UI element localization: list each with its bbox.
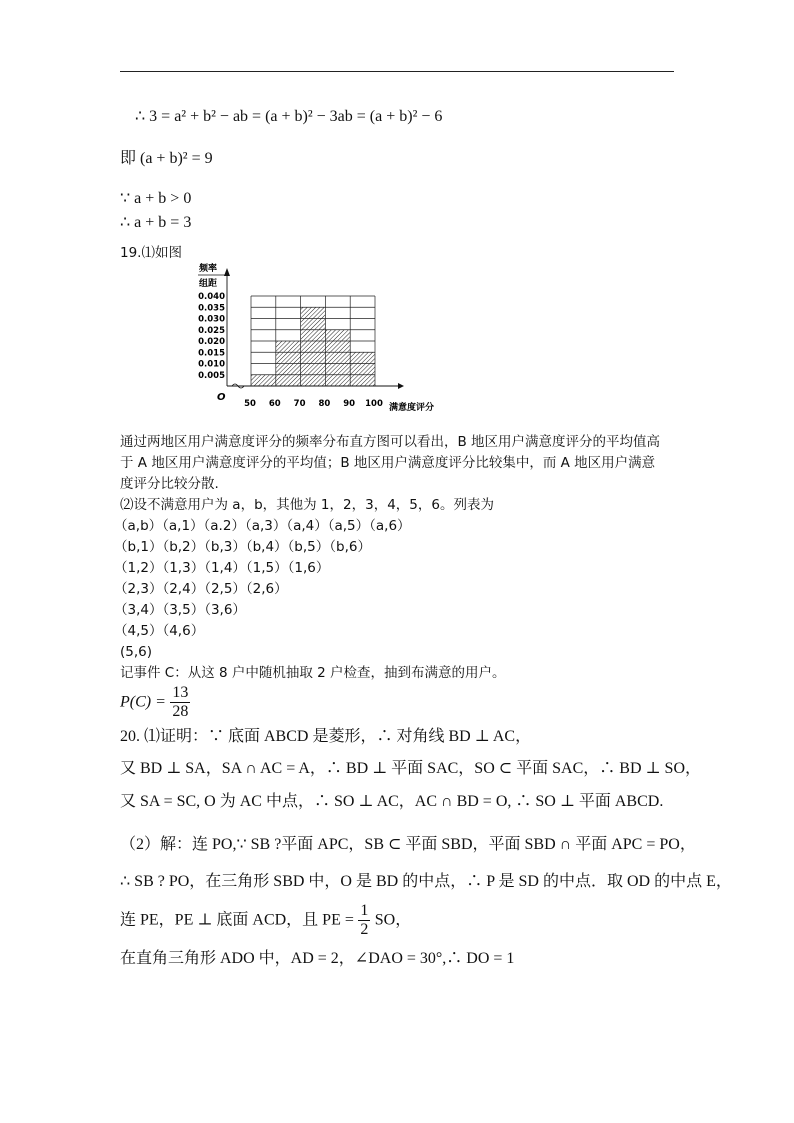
probability-denominator: 28 xyxy=(172,703,189,720)
frequency-histogram xyxy=(195,258,455,416)
outcome-row-3: （1,2）（1,3）（1,4）（1,5）（1,6） xyxy=(114,560,330,576)
outcome-row-5: （3,4）（3,5）（3,6） xyxy=(114,602,246,618)
x-tick-label-2: 70 xyxy=(293,399,306,409)
paragraph-2: ⑵设不满意用户为 a，b，其他为 1，2，3，4，5，6。列表为 xyxy=(120,497,494,513)
y-tick-label-7: 0.040 xyxy=(198,292,225,302)
probability-fraction xyxy=(170,684,190,721)
probability-formula xyxy=(120,684,190,721)
x-axis-arrow xyxy=(398,383,404,389)
y-tick-label-6: 0.035 xyxy=(198,303,225,314)
q20-line-2: 又 BD ⊥ SA，SA ∩ AC = A，∴ BD ⊥ 平面 SAC，SO ⊂ 平面 SAC，∴ BD ⊥ SO， xyxy=(120,760,702,777)
half-fraction xyxy=(358,902,370,939)
outcome-row-1: （a,b）（a,1）（a.2）（a,3）（a,4）（a,5）（a,6） xyxy=(114,518,411,534)
x-tick-label-4: 90 xyxy=(343,399,356,409)
equation-line-3: ∵ a + b > 0 xyxy=(120,190,192,207)
q20-line-5: ∴ SB ? PO，在三角形 SBD 中，O 是 BD 的中点，∴ P 是 SD 的中点．取 OD 的中点 E， xyxy=(120,873,732,890)
y-axis-label-top: 频率 xyxy=(199,264,218,274)
half-denominator: 2 xyxy=(360,921,369,938)
outcome-row-4: （2,3）（2,4）（2,5）（2,6） xyxy=(114,581,288,597)
header-rule xyxy=(120,71,674,72)
y-tick-label-3: 0.020 xyxy=(198,337,225,347)
q20-line-1: 20. ⑴证明：∵ 底面 ABCD 是菱形，∴ 对角线 BD ⊥ AC， xyxy=(120,728,532,745)
x-tick-label-3: 80 xyxy=(318,399,331,409)
x-axis-label: 满意度评分 xyxy=(389,403,435,413)
paragraph-1-line-1: 通过两地区用户满意度评分的频率分布直方图可以看出，B 地区用户满意度评分的平均值高 xyxy=(120,434,661,450)
question-19-label: 19.⑴如图 xyxy=(120,245,182,261)
histogram-bar-60-70 xyxy=(276,341,301,386)
x-tick-label-1: 60 xyxy=(268,399,281,409)
equation-line-4: ∴ a + b = 3 xyxy=(120,214,192,231)
x-tick-label-5: 100 xyxy=(365,399,383,409)
histogram-bar-80-90 xyxy=(325,330,350,386)
y-tick-label-5: 0.030 xyxy=(198,314,225,325)
histogram-bar-50-60 xyxy=(251,375,276,386)
q20-line-7: 在直角三角形 ADO 中，AD = 2，∠DAO = 30°,∴ DO = 1 xyxy=(120,950,515,967)
paragraph-1-line-2: 于 A 地区用户满意度评分的平均值；B 地区用户满意度评分比较集中，而 A 地区用户满意 xyxy=(120,455,656,471)
q20-line-6 xyxy=(120,902,411,939)
y-tick-label-4: 0.025 xyxy=(198,325,225,336)
y-tick-label-2: 0.015 xyxy=(198,348,225,359)
outcome-row-2: （b,1）（b,2）（b,3）（b,4）（b,5）（b,6） xyxy=(114,539,371,555)
histogram-bar-90-100 xyxy=(350,352,375,386)
y-tick-label-1: 0.010 xyxy=(198,359,225,370)
paragraph-1-line-3: 度评分比较分散. xyxy=(120,476,219,492)
q20-line-3: 又 SA = SC, O 为 AC 中点，∴ SO ⊥ AC，AC ∩ BD = O, ∴ SO ⊥ 平面 ABCD. xyxy=(120,793,664,810)
x-tick-label-0: 50 xyxy=(244,399,256,409)
half-numerator: 1 xyxy=(360,902,369,919)
probability-lhs: P(C) = xyxy=(120,693,166,711)
outcome-row-6: （4,5）（4,6） xyxy=(114,623,205,639)
probability-numerator: 13 xyxy=(172,684,189,701)
q20-line-6-text-a: 连 PE，PE ⊥ 底面 ACD，且 PE = xyxy=(120,911,354,929)
q20-line-6-text-b: SO， xyxy=(374,911,412,929)
y-tick-label-0: 0.005 xyxy=(198,370,225,381)
y-axis-label-bottom: 组距 xyxy=(199,279,218,289)
equation-line-2: 即 (a + b)² = 9 xyxy=(120,150,213,167)
event-definition: 记事件 C：从这 8 户中随机抽取 2 户检查，抽到布满意的用户。 xyxy=(120,665,506,681)
outcome-row-7: (5,6) xyxy=(120,644,153,660)
origin-label: O xyxy=(217,392,226,403)
equation-line-1: ∴ 3 = a² + b² − ab = (a + b)² − 3ab = (a + b)² − 6 xyxy=(135,108,443,125)
histogram-bar-70-80 xyxy=(301,307,326,386)
q20-line-4: （2）解：连 PO,∵ SB ?平面 APC，SB ⊂ 平面 SBD，平面 SBD ∩ 平面 APC = PO， xyxy=(120,836,696,853)
